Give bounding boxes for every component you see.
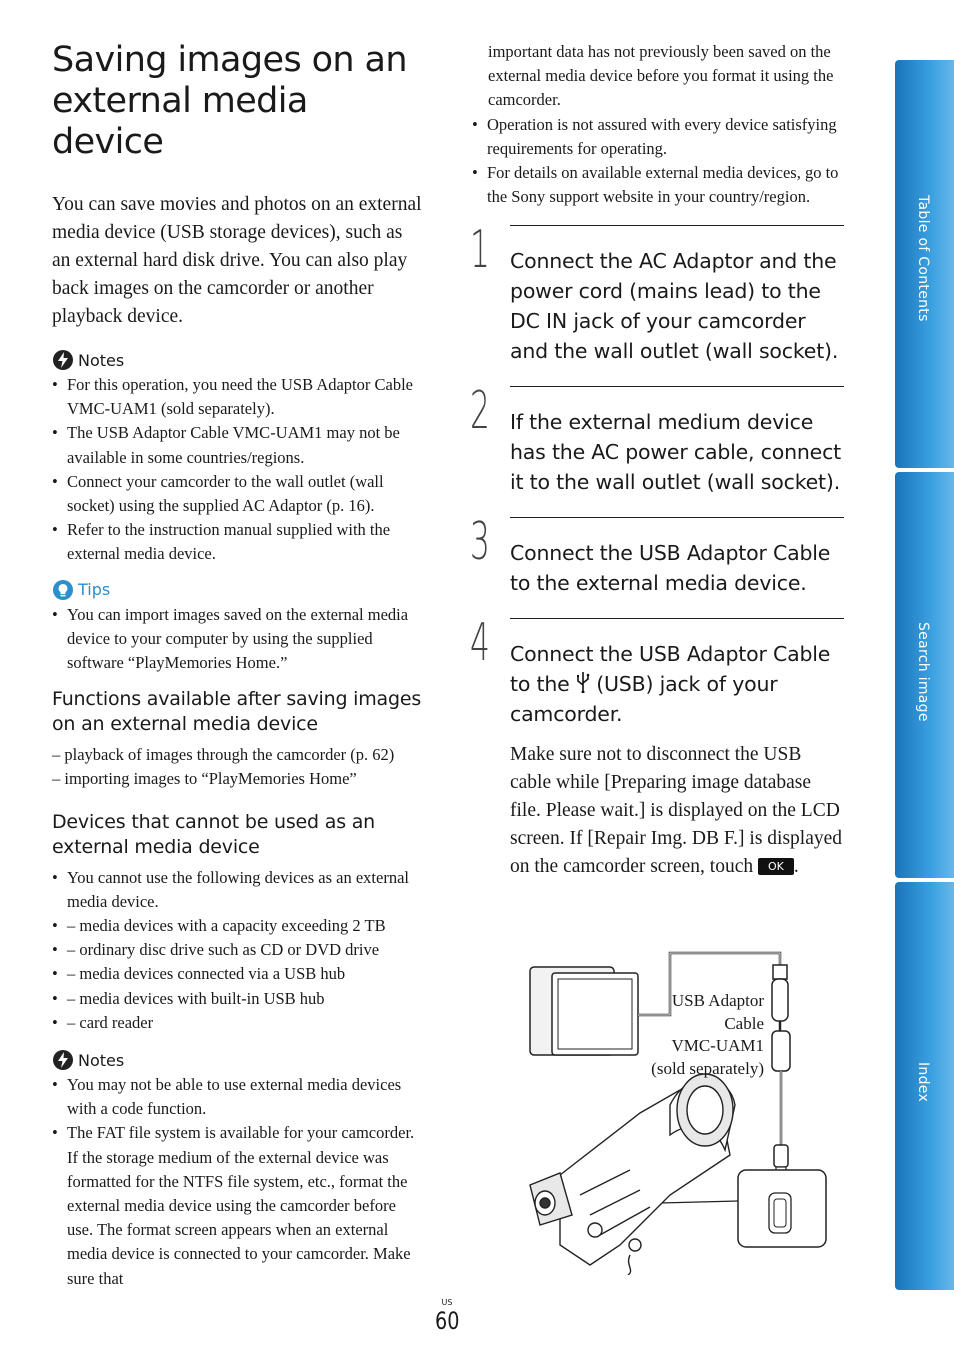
intro-paragraph: You can save movies and photos on an external media device (USB storage devices), such as an external hard disk drive. You can also play back images on the camcorder or another playback device. — [52, 194, 422, 327]
list-item — [52, 866, 424, 1035]
step-text: Connect the USB Adaptor Cable to the external media device. — [510, 541, 831, 596]
notes-list — [52, 373, 424, 567]
list-item: • – ordinary disc drive such as CD or DVD drive — [67, 938, 424, 962]
list-item: • – media devices connected via a USB hub — [67, 962, 424, 986]
page-number — [432, 1298, 462, 1334]
list-item: • You can import images saved on the external media device to your computer by using the supplied software “PlayMemories Home.” — [52, 603, 424, 676]
step-number: 1 — [470, 220, 490, 281]
list-item: • You may not be able to use external media devices with a code function. — [52, 1073, 424, 1121]
tab-label: Search image — [915, 622, 931, 722]
functions-list — [52, 743, 424, 791]
tab-label: Table of Contents — [915, 195, 931, 322]
step-text: If the external medium device has the AC power cable, connect it to the wall outlet (wall socket). — [510, 410, 841, 495]
list-item: • The USB Adaptor Cable VMC-UAM1 may not be available in some countries/regions. — [52, 421, 424, 469]
step-text-before: Connect the USB Adaptor Cable to the — [510, 642, 831, 697]
page-title: Saving images on an external media device — [52, 40, 407, 162]
left-column — [52, 40, 424, 1303]
tab-table-of-contents[interactable] — [895, 60, 954, 468]
devices-lead: You cannot use the following devices as an external media device. — [67, 867, 409, 911]
step-number: 2 — [470, 381, 490, 442]
page-number-value: 60 — [435, 1307, 460, 1335]
list-item: – importing images to “PlayMemories Home” — [52, 769, 357, 789]
step-4-body: Make sure not to disconnect the USB cable while [Preparing image database file. Please wait.] is displayed on the LCD screen. If [Repair Img. DB F.] is displayed on the camcorder screen, touch OK . — [510, 744, 843, 878]
tips-list — [52, 603, 424, 676]
region-code: US — [441, 1298, 453, 1307]
list-item: • – media devices with a capacity exceeding 2 TB — [67, 914, 424, 938]
cable-label-line: Cable — [724, 1013, 764, 1033]
notes-heading-label: Notes — [78, 350, 125, 370]
notes-icon — [52, 1049, 74, 1071]
step-4 — [470, 613, 844, 881]
step-number: 3 — [470, 512, 490, 573]
step-4-body-text: Make sure not to disconnect the USB cable while [Preparing image database file. Please wait.] is displayed on the LCD screen. If [Repair Img. DB F.] is displayed on the camcorder screen, touch — [510, 744, 843, 878]
list-item: • For details on available external media devices, go to the Sony support website in your country/region. — [472, 161, 844, 209]
list-item: • For this operation, you need the USB Adaptor Cable VMC-UAM1 (sold separately). — [52, 373, 424, 421]
list-item: – playback of images through the camcorder (p. 62) — [52, 745, 395, 765]
list-item: • Operation is not assured with every device satisfying requirements for operating. — [472, 113, 844, 161]
functions-heading: Functions available after saving images on an external media device — [52, 688, 422, 736]
notes-heading-label: Notes — [78, 1050, 125, 1070]
step-2 — [470, 381, 844, 497]
list-item-continued: important data has not previously been saved on the external media device before you format it using the camcorder. — [488, 42, 834, 110]
notes-icon — [52, 349, 74, 371]
tips-heading — [52, 579, 424, 601]
cable-label-line: USB Adaptor — [671, 991, 764, 1010]
devices-heading: Devices that cannot be used as an external media device — [52, 810, 376, 858]
list-item: • The FAT file system is available for your camcorder. If the storage medium of the external device was formatted for the NTFS file system, etc., format the external media device using the camcorder before use. The format screen appears when an external media device is connected to your camcorder. Make sure that — [52, 1121, 424, 1290]
list-item: • – card reader — [67, 1011, 424, 1035]
usb-icon — [576, 671, 590, 693]
step-text-after: (USB) jack of your camcorder. — [510, 672, 778, 727]
devices-list — [52, 866, 424, 1035]
step-text: Connect the AC Adaptor and the power cord (mains lead) to the DC IN jack of your camcorder and the wall outlet (wall socket). — [510, 249, 839, 364]
notes-heading-2 — [52, 1049, 424, 1071]
step-3 — [470, 512, 844, 598]
list-item: • – media devices with built-in USB hub — [67, 987, 424, 1011]
notes-list-2 — [52, 1073, 424, 1291]
tips-heading-label: Tips — [78, 580, 111, 600]
step-number: 4 — [470, 613, 490, 674]
sidebar-nav — [895, 60, 954, 1290]
devices-sublist — [67, 914, 424, 1035]
tab-label: Index — [915, 1062, 931, 1103]
list-item: • Connect your camcorder to the wall outlet (wall socket) using the supplied AC Adaptor (p. 16). — [52, 470, 424, 518]
notes-heading — [52, 349, 424, 371]
cable-label — [620, 990, 764, 1080]
cable-label-line: (sold separately) — [651, 1058, 764, 1078]
camcorder-illustration — [530, 1074, 735, 1275]
cable-label-line: VMC-UAM1 — [671, 1036, 764, 1055]
step-1 — [470, 220, 844, 366]
step-text — [510, 639, 844, 729]
tab-index[interactable] — [895, 882, 954, 1290]
lightbulb-icon — [52, 579, 74, 601]
notes-continuation — [472, 40, 844, 209]
list-item: • Refer to the instruction manual supplied with the external media device. — [52, 518, 424, 566]
ok-button: OK — [758, 858, 794, 875]
right-column — [472, 40, 844, 901]
tab-search-image[interactable] — [895, 472, 954, 878]
